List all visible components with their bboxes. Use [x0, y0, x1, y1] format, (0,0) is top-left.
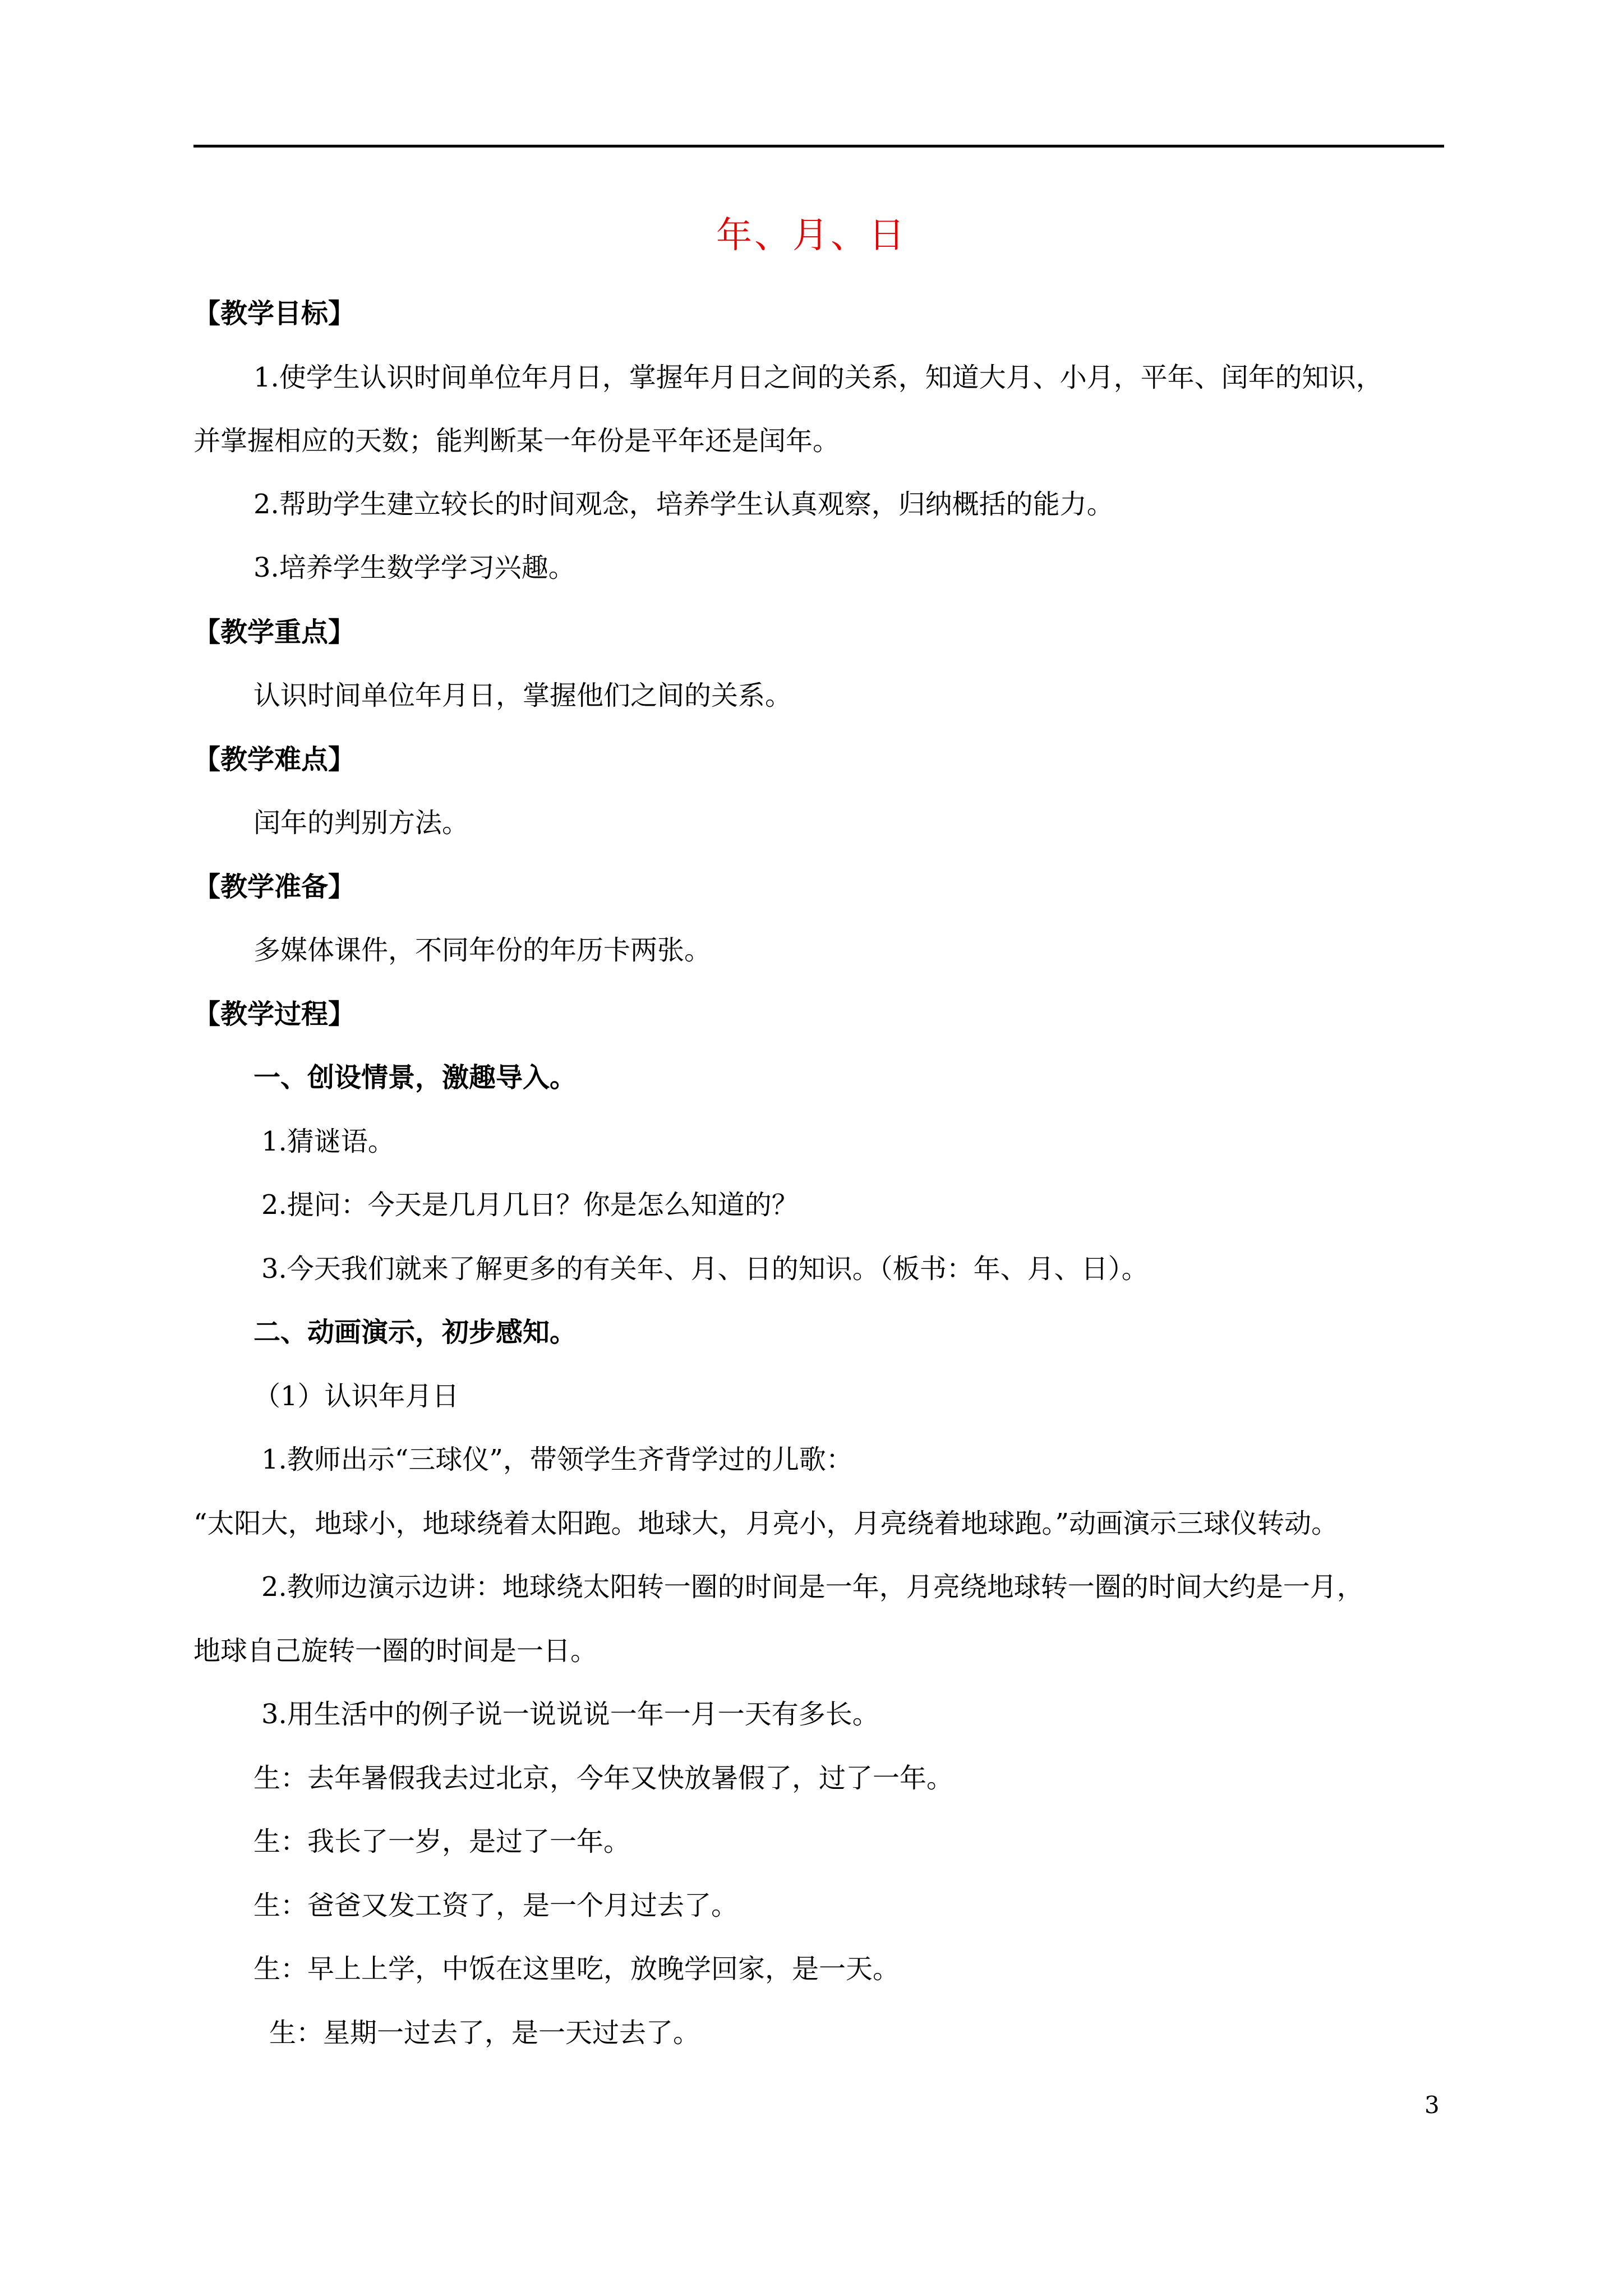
part2-item3: 3.用生活中的例子说一说说说一年一月一天有多长。 — [261, 1699, 879, 1730]
student-line-4: 生：早上上学，中饭在这里吃，放晚学回家，是一天。 — [253, 1953, 900, 1985]
goal-1-line-1: 1.使学生认识时间单位年月日，掌握年月日之间的关系，知道大月、小月，平年、闰年的知识， — [253, 362, 1383, 393]
page-number: 3 — [1424, 2091, 1440, 2119]
difficulty-text: 闰年的判别方法。 — [253, 807, 469, 839]
part2-song: “太阳大，地球小，地球绕着太阳跑。地球大，月亮小，月亮绕着地球跑。”动画演示三球仪转动。 — [193, 1508, 1339, 1539]
prep-heading: 【教学准备】 — [193, 871, 356, 903]
key-heading: 【教学重点】 — [193, 616, 356, 648]
goal-2: 2.帮助学生建立较长的时间观念，培养学生认真观察，归纳概括的能力。 — [253, 489, 1114, 520]
part2-item2-line1: 2.教师边演示边讲：地球绕太阳转一圈的时间是一年，月亮绕地球转一圈的时间大约是一月， — [261, 1571, 1364, 1603]
part1-heading: 一、创设情景，激趣导入。 — [253, 1062, 577, 1093]
process-heading: 【教学过程】 — [193, 999, 356, 1030]
part2-item2-line2: 地球自己旋转一圈的时间是一日。 — [193, 1635, 598, 1667]
key-text: 认识时间单位年月日，掌握他们之间的关系。 — [253, 680, 792, 711]
header-rule — [193, 145, 1444, 148]
page-title: 年、月、日 — [716, 215, 907, 256]
part2-sub1: （1）认识年月日 — [253, 1381, 459, 1412]
goal-1-line-2: 并掌握相应的天数；能判断某一年份是平年还是闰年。 — [193, 425, 840, 457]
part1-item3: 3.今天我们就来了解更多的有关年、月、日的知识。（板书：年、月、日）。 — [261, 1253, 1149, 1285]
part1-item1: 1.猜谜语。 — [261, 1126, 395, 1157]
part2-heading: 二、动画演示，初步感知。 — [253, 1317, 577, 1348]
goals-heading: 【教学目标】 — [193, 298, 356, 329]
difficulty-heading: 【教学难点】 — [193, 744, 356, 775]
student-line-1: 生：去年暑假我去过北京，今年又快放暑假了，过了一年。 — [253, 1763, 954, 1794]
prep-text: 多媒体课件，不同年份的年历卡两张。 — [253, 935, 712, 966]
student-line-2: 生：我长了一岁，是过了一年。 — [253, 1826, 631, 1857]
part2-item1: 1.教师出示“三球仪”，带领学生齐背学过的儿歌： — [261, 1444, 853, 1475]
student-line-3: 生：爸爸又发工资了，是一个月过去了。 — [253, 1890, 739, 1921]
goal-3: 3.培养学生数学学习兴趣。 — [253, 552, 575, 583]
student-line-5: 生：星期一过去了，是一天过去了。 — [269, 2017, 700, 2049]
part1-item2: 2.提问：今天是几月几日？你是怎么知道的？ — [261, 1189, 799, 1221]
